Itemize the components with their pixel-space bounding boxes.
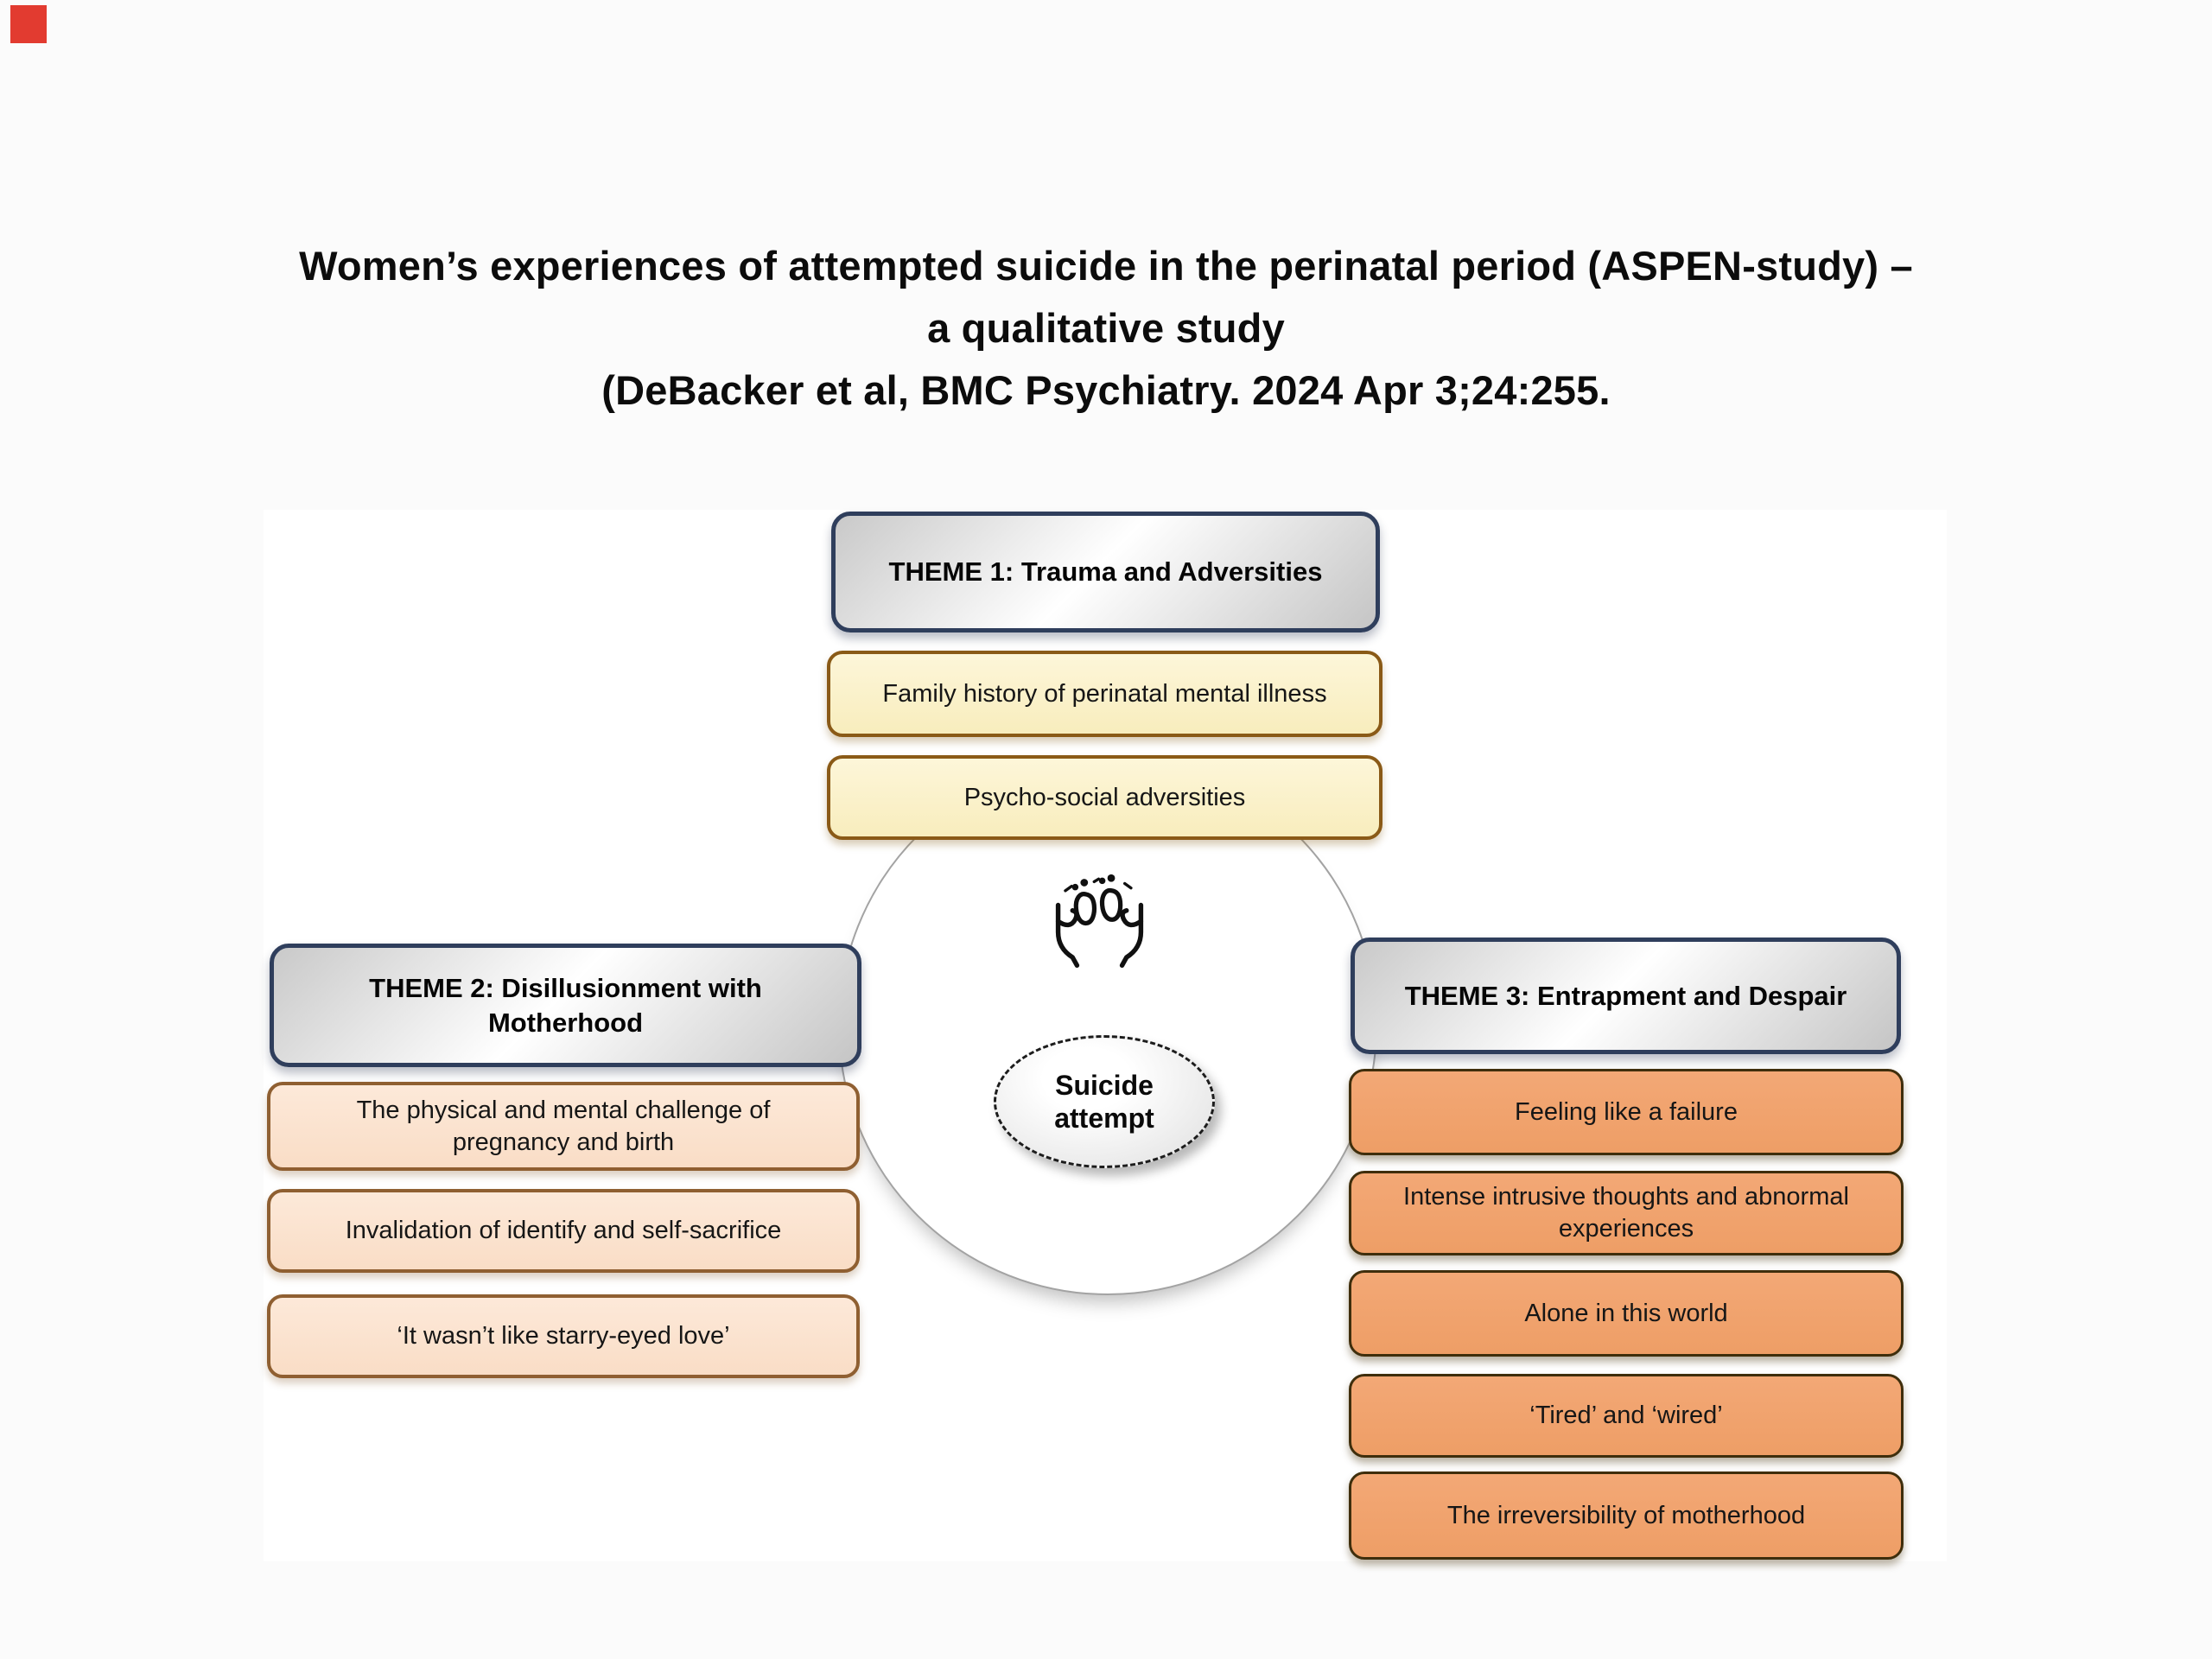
theme2-item-starry-eyed-love xyxy=(267,1294,860,1378)
title-line-2: a qualitative study xyxy=(927,305,1285,351)
suicide-attempt-label-line-2: attempt xyxy=(1054,1103,1154,1134)
theme3-item-alone-in-world xyxy=(1349,1270,1904,1357)
theme1-header-label: THEME 1: Trauma and Adversities xyxy=(888,556,1323,587)
suicide-attempt-label-line-1: Suicide xyxy=(1055,1070,1154,1101)
title-line-3: (DeBacker et al, BMC Psychiatry. 2024 Apr 3;24:255. xyxy=(601,367,1611,413)
theme2-header-label: THEME 2: Disillusionment with Motherhood xyxy=(369,972,762,1038)
theme2-header xyxy=(270,944,861,1067)
theme3-item-label: Intense intrusive thoughts and abnormal experiences xyxy=(1403,1183,1849,1243)
theme1-header xyxy=(831,512,1380,632)
hands-holding-baby-feet-icon xyxy=(1046,873,1154,981)
red-corner-mark xyxy=(10,5,47,43)
theme3-item-intrusive-thoughts xyxy=(1349,1171,1904,1255)
theme2-item-label: The physical and mental challenge of pregnancy and birth xyxy=(356,1096,771,1156)
suicide-attempt-node xyxy=(994,1035,1215,1168)
theme2-item-physical-mental-challenge xyxy=(267,1082,860,1171)
theme3-item-feeling-failure xyxy=(1349,1069,1904,1155)
theme2-item-invalidation xyxy=(267,1189,860,1273)
theme3-item-tired-wired xyxy=(1349,1374,1904,1458)
theme3-header-label: THEME 3: Entrapment and Despair xyxy=(1404,980,1847,1011)
theme3-item-irreversibility xyxy=(1349,1471,1904,1560)
theme1-item-family-history xyxy=(827,651,1382,737)
page-title xyxy=(0,235,2212,422)
diagram-panel xyxy=(264,510,1947,1561)
theme1-item-label: Family history of perinatal mental illness xyxy=(882,679,1327,708)
title-line-1: Women’s experiences of attempted suicide in the perinatal period (ASPEN-study) – xyxy=(299,243,1913,289)
theme1-item-psycho-social xyxy=(827,755,1382,840)
theme3-item-label: Feeling like a failure xyxy=(1515,1097,1738,1126)
theme2-item-label: Invalidation of identify and self-sacrifice xyxy=(345,1217,782,1244)
theme2-item-label: ‘It wasn’t like starry-eyed love’ xyxy=(397,1322,730,1350)
theme3-header xyxy=(1351,938,1901,1054)
theme1-item-label: Psycho-social adversities xyxy=(963,783,1246,811)
theme3-item-label: The irreversibility of motherhood xyxy=(1446,1501,1806,1529)
theme3-item-label: Alone in this world xyxy=(1524,1299,1728,1327)
theme3-item-label: ‘Tired’ and ‘wired’ xyxy=(1529,1402,1723,1429)
